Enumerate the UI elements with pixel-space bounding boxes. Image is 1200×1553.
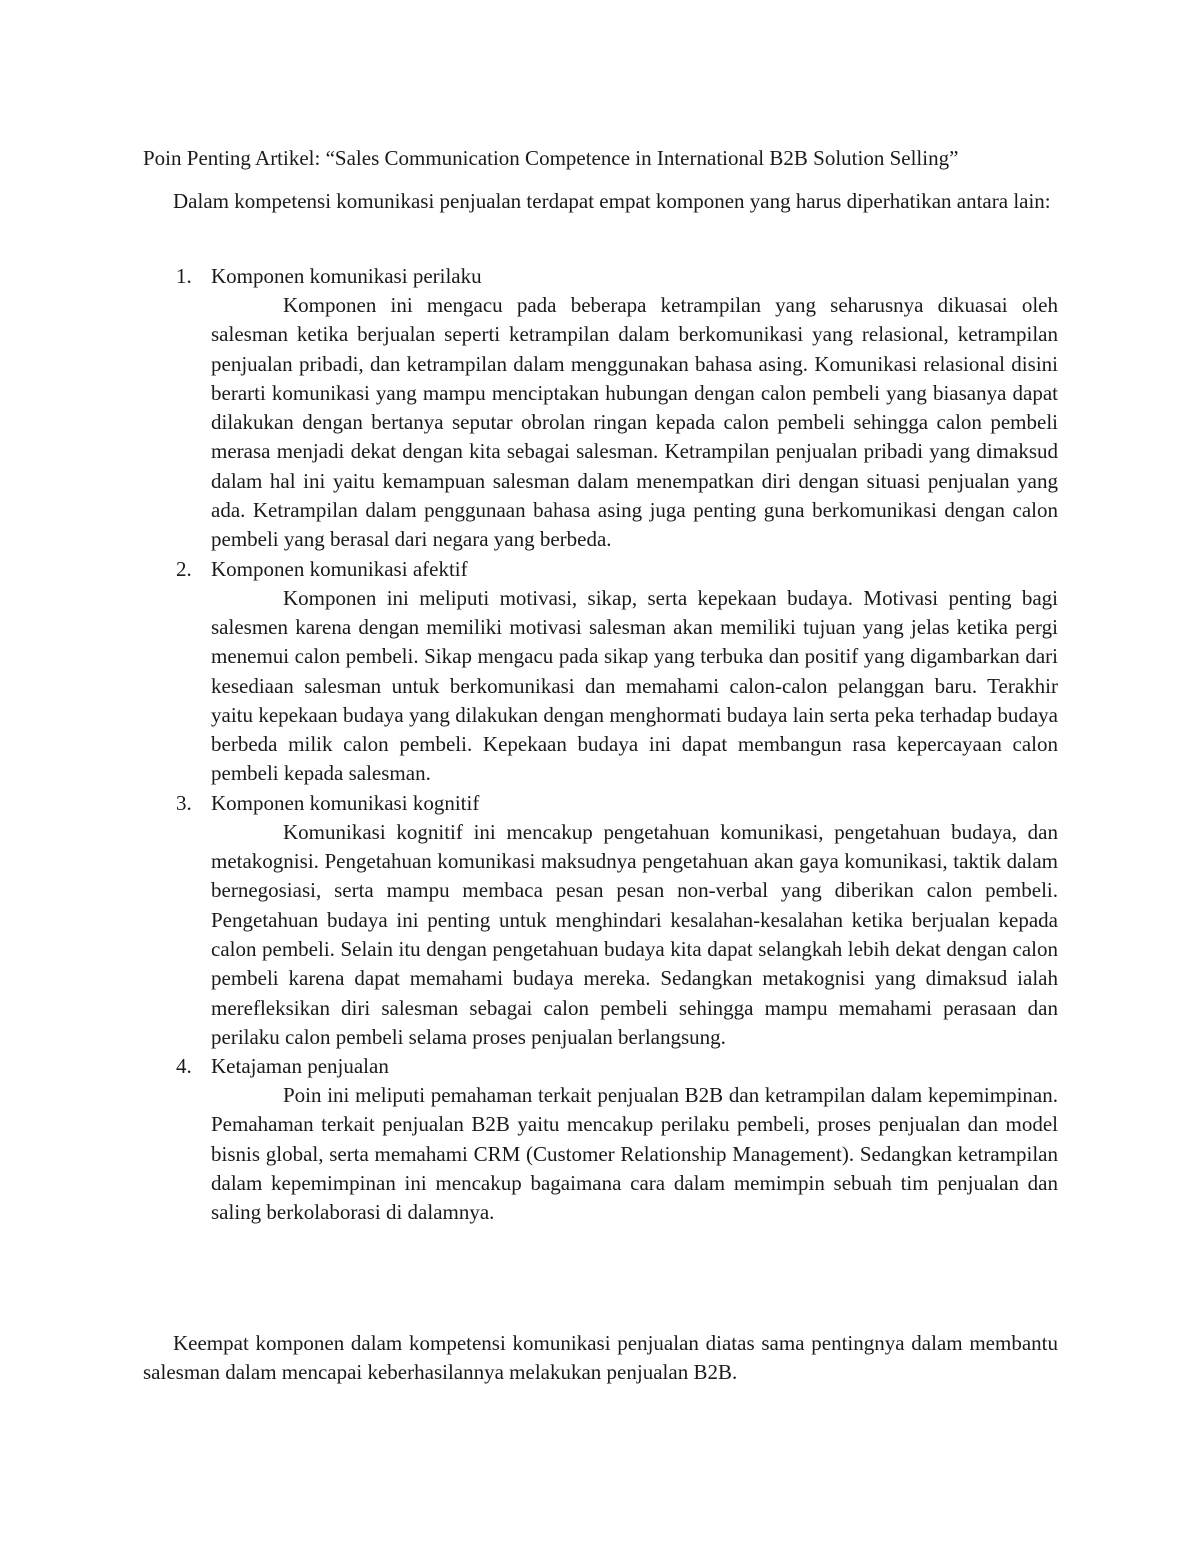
list-item-heading: Komponen komunikasi afektif [211,556,468,581]
intro-paragraph: Dalam kompetensi komunikasi penjualan terdapat empat komponen yang harus diperhatikan antara lain: [173,189,1051,213]
component-list [143,262,1058,1228]
list-item-number: 4. [176,1054,192,1079]
list-item-body: Komponen ini meliputi motivasi, sikap, serta kepekaan budaya. Motivasi penting bagi salesmen karena dengan memiliki motivasi salesman akan memiliki tujuan yang jelas ketika pergi menemui calon pembeli. Sikap mengacu pada sikap yang terbuka dan positif yang digambarkan dari kesediaan salesman untuk berkomunikasi dan memahami calon-calon pelanggan baru. Terakhir yaitu kepekaan budaya yang dilakukan dengan menghormati budaya lain serta peka terhadap budaya berbeda milik calon pembeli. Kepekaan budaya ini dapat membangun rasa kepercayaan calon pembeli kepada salesman. [211,585,1058,786]
list-item-body: Komunikasi kognitif ini mencakup pengetahuan komunikasi, pengetahuan budaya, dan metakognisi. Pengetahuan komunikasi maksudnya pengetahuan akan gaya komunikasi, taktik dalam bernegosiasi, serta mampu membaca pesan pesan non-verbal yang diberikan calon pembeli. Pengetahuan budaya ini penting untuk menghindari kesalahan-kesalahan ketika berjualan kepada calon pembeli. Selain itu dengan pengetahuan budaya kita dapat selangkah lebih dekat dengan calon pembeli karena dapat memahami budaya mereka. Sedangkan metakognisi yang dimaksud ialah merefleksikan diri salesman sebagai calon pembeli sehingga mampu memahami perasaan dan perilaku calon pembeli selama proses penjualan berlangsung. [211,819,1058,1049]
list-item-number: 2. [176,556,192,581]
document-title: Poin Penting Artikel: “Sales Communication Competence in International B2B Solution Selling” [143,146,959,170]
list-item-body: Poin ini meliputi pemahaman terkait penjualan B2B dan ketrampilan dalam kepemimpinan. Pemahaman terkait penjualan B2B yaitu mencakup perilaku pembeli, proses penjualan dan model bisnis global, serta memahami CRM (Customer Relationship Management). Sedangkan ketrampilan dalam kepemimpinan ini mencakup bagaimana cara dalam memimpin sebuah tim penjualan dan saling berkolaborasi di dalamnya. [211,1083,1058,1225]
list-item-heading: Ketajaman penjualan [211,1054,389,1079]
list-item-number: 1. [176,264,192,288]
list-item-behavioral [143,262,1058,555]
list-item-body: Komponen ini mengacu pada beberapa ketrampilan yang seharusnya dikuasai oleh salesman ketika berjualan seperti ketrampilan dalam berkomunikasi yang relasional, ketrampilan penjualan pribadi, dan ketrampilan dalam menggunakan bahasa asing. Komunikasi relasional disini berarti komunikasi yang mampu menciptakan hubungan dengan calon pembeli yang biasanya dapat dilakukan dengan bertanya seputar obrolan ringan kepada calon pembeli sehingga calon pembeli merasa menjadi dekat dengan kita sebagai salesman. Ketrampilan penjualan pribadi yang dimaksud dalam hal ini yaitu kemampuan salesman dalam menempatkan diri dengan situasi penjualan yang ada. Ketrampilan dalam penggunaan bahasa asing juga penting guna berkomunikasi dengan calon pembeli yang berasal dari negara yang berbeda. [211,293,1058,552]
list-item-heading: Komponen komunikasi kognitif [211,790,480,815]
closing-paragraph: Keempat komponen dalam kompetensi komunikasi penjualan diatas sama pentingnya dalam membantu salesman dalam mencapai keberhasilannya melakukan penjualan B2B. [143,1331,1058,1384]
list-item-affective [143,555,1058,789]
list-item-heading: Komponen komunikasi perilaku [211,264,482,288]
list-item-cognitive [143,789,1058,1052]
list-item-number: 3. [176,790,192,815]
list-item-sales-acumen [143,1052,1058,1227]
